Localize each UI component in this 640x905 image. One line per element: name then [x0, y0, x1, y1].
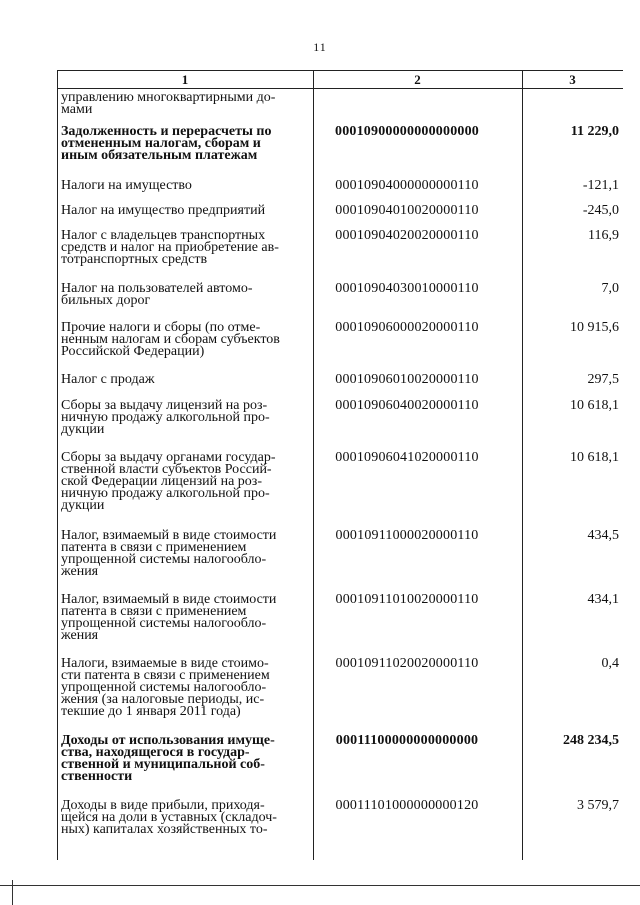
header-col-2: 2	[414, 72, 421, 87]
row-name: Доходы от использования имуще- ства, находящегося в государ- ственной и муниципальной соб- ственности	[61, 733, 275, 784]
row-value: 297,5	[587, 372, 619, 387]
row-name: Налог на имущество предприятий	[61, 203, 266, 218]
row-value: 10 618,1	[570, 398, 619, 413]
row-value: -245,0	[582, 203, 619, 218]
row-value: 7,0	[601, 281, 619, 296]
row-value: 3 579,7	[577, 798, 619, 813]
row-code: 00010904000000000110	[335, 178, 479, 193]
row-code: 00010900000000000000	[335, 124, 479, 139]
budget-table	[57, 70, 623, 89]
row-code: 00010911020020000110	[335, 656, 479, 671]
row-name: Налоги, взимаемые в виде стоимо- сти патента в связи с применением упрощенной системы налогообло- жения (за налоговые периоды, ис- текшие до 1 января 2011 года)	[61, 656, 270, 719]
row-name: Налог с владельцев транспортных средств и налог на приобретение ав- тотранспортных средств	[61, 228, 279, 267]
table-divider-1	[313, 70, 314, 860]
row-value: 434,1	[587, 592, 619, 607]
row-code: 00010904030010000110	[335, 281, 479, 296]
row-name: Налог с продаж	[61, 372, 155, 387]
page-number: 11	[313, 40, 327, 54]
row-code: 00011100000000000000	[335, 733, 479, 748]
row-name: управлению многоквартирными до- мами	[61, 90, 276, 117]
row-value: 116,9	[588, 228, 619, 243]
row-name: Сборы за выдачу органами государ- ственной власти субъектов Россий- ской Федерации лицензий на роз- ничную продажу алкогольной про- дукции	[61, 450, 276, 513]
row-value: 248 234,5	[563, 733, 619, 748]
row-value: 10 915,6	[570, 320, 619, 335]
row-name: Доходы в виде прибыли, приходя- щейся на доли в уставных (складоч- ных) капиталах хозяйственных то-	[61, 798, 277, 837]
row-code: 00010904010020000110	[335, 203, 479, 218]
table-border-left	[57, 70, 58, 860]
row-value: 0,4	[601, 656, 619, 671]
header-col-1: 1	[181, 72, 189, 87]
row-name: Налоги на имущество	[61, 178, 192, 193]
row-name: Сборы за выдачу лицензий на роз- ничную продажу алкогольной про- дукции	[61, 398, 270, 437]
scan-edge	[12, 880, 13, 905]
row-code: 00010904020020000110	[335, 228, 479, 243]
row-value: 10 618,1	[570, 450, 619, 465]
row-name: Налог, взимаемый в виде стоимости патента в связи с применением упрощенной системы налогообло- жения	[61, 592, 277, 643]
row-name: Налог, взимаемый в виде стоимости патента в связи с применением упрощенной системы налогообло- жения	[61, 528, 277, 579]
row-value: 11 229,0	[570, 124, 619, 139]
row-code: 00010906000020000110	[335, 320, 479, 335]
row-value: -121,1	[582, 178, 619, 193]
table-header	[57, 71, 623, 89]
row-code: 00010906010020000110	[335, 372, 479, 387]
row-name: Задолженность и перерасчеты по отмененным налогам, сборам и иным обязательным платежам	[61, 124, 272, 163]
row-name: Налог на пользователей автомо- бильных дорог	[61, 281, 253, 308]
row-code: 00010911000020000110	[335, 528, 479, 543]
header-col-3: 3	[569, 72, 576, 87]
row-code: 00010911010020000110	[335, 592, 479, 607]
row-code: 00010906041020000110	[335, 450, 479, 465]
row-name: Прочие налоги и сборы (по отме- ненным налогам и сборам субъектов Российской Федерации)	[61, 320, 280, 359]
row-code: 00011101000000000120	[335, 798, 479, 813]
row-code: 00010906040020000110	[335, 398, 479, 413]
row-value: 434,5	[587, 528, 619, 543]
bottom-rule	[0, 885, 640, 886]
